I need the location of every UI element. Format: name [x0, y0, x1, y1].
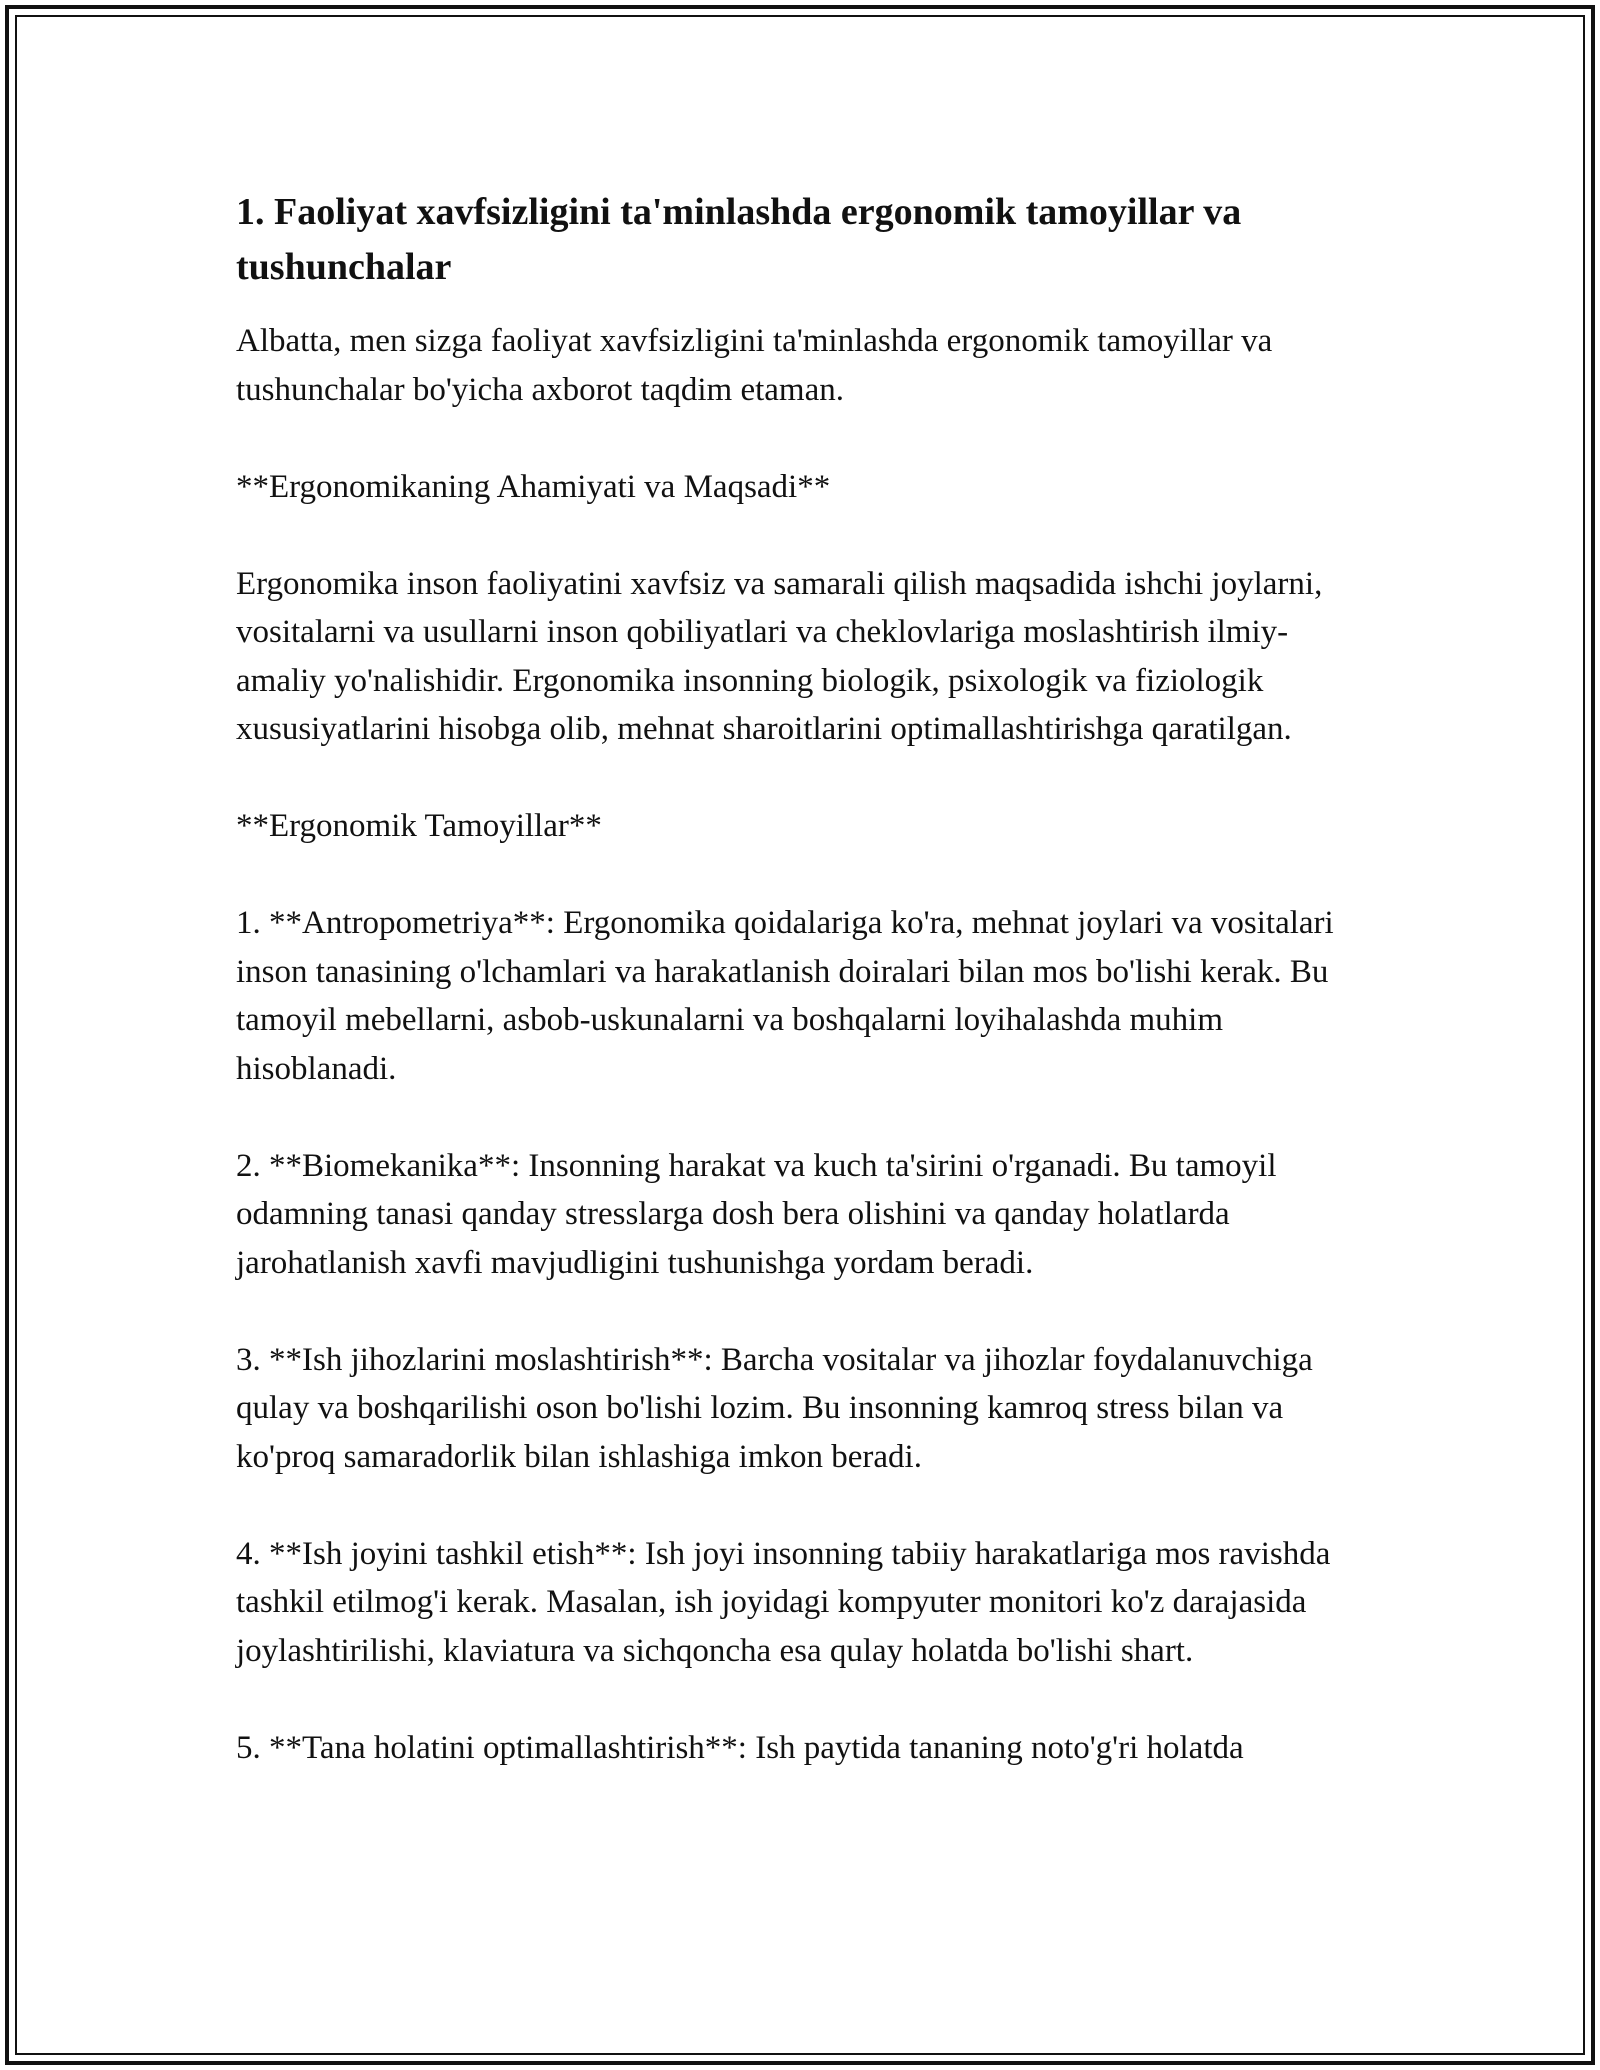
section-heading-importance: **Ergonomikaning Ahamiyati va Maqsadi**: [236, 468, 831, 505]
document-body: [236, 185, 1366, 1772]
paragraph-intro: Albatta, men sizga faoliyat xavfsizligini ta'minlashda ergonomik tamoyillar va tushunchalar bo'yicha axborot taqdim etaman.: [236, 323, 1273, 408]
list-item-equipment: 3. **Ish jihozlarini moslashtirish**: Barcha vositalar va jihozlar foydalanuvchiga qulay va boshqarilishi oson bo'lishi lozim. Bu insonning kamroq stress bilan va ko'proq samaradorlik bilan ishlashiga imkon beradi.: [236, 1341, 1313, 1475]
list-item-posture: 5. **Tana holatini optimallashtirish**: Ish paytida tananing noto'g'ri holatda: [236, 1729, 1244, 1766]
list-item-biomechanics: 2. **Biomekanika**: Insonning harakat va kuch ta'sirini o'rganadi. Bu tamoyil odamning tanasi qanday stresslarga dosh bera olishini va qanday holatlarda jarohatlanish xavfi mavjudligini tushunishga yordam beradi.: [236, 1147, 1277, 1281]
list-item-workplace: 4. **Ish joyini tashkil etish**: Ish joyi insonning tabiiy harakatlariga mos ravishda tashkil etilmog'i kerak. Masalan, ish joyidagi kompyuter monitori ko'z darajasida joylashtirilishi, klaviatura va sichqoncha esa qulay holatda bo'lishi shart.: [236, 1535, 1331, 1669]
list-item-anthropometry: 1. **Antropometriya**: Ergonomika qoidalariga ko'ra, mehnat joylari va vositalari inson tanasining o'lchamlari va harakatlanish doiralari bilan mos bo'lishi kerak. Bu tamoyil mebellarni, asbob-uskunalarni va boshqalarni loyihalashda muhim hisoblanadi.: [236, 905, 1334, 1087]
document-title: 1. Faoliyat xavfsizligini ta'minlashda ergonomik tamoyillar va tushunchalar: [236, 191, 1242, 288]
section-heading-principles: **Ergonomik Tamoyillar**: [236, 808, 602, 844]
paragraph-definition: Ergonomika inson faoliyatini xavfsiz va samarali qilish maqsadida ishchi joylarni, vositalarni va usullarni inson qobiliyatlari va cheklovlariga moslashtirish ilmiy-amaliy yo'nalishidir. Ergonomika insonning biologik, psixologik va fiziologik xususiyatlarini hisobga olib, mehnat sharoitlarini optimallashtirishga qaratilgan.: [236, 565, 1323, 747]
